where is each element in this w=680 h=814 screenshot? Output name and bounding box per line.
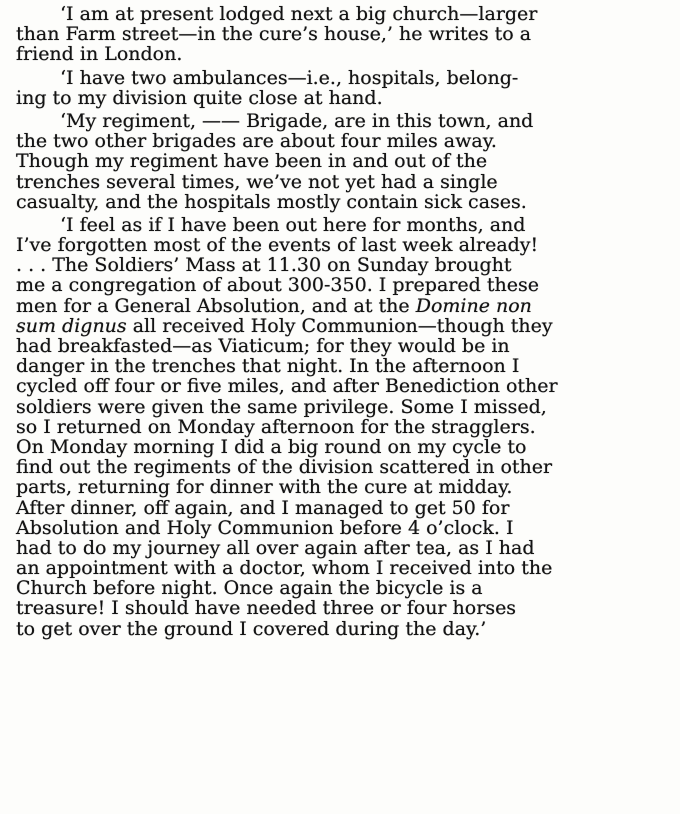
text-line: than Farm street—in the cure’s house,’ he writes to a	[16, 23, 532, 46]
text-line: Church before night. Once again the bicycle is a	[16, 577, 483, 600]
letter-text	[16, 4, 676, 639]
text-line: ‘My regiment, —— Brigade, are in this town, and	[60, 109, 534, 132]
text-line: ‘I am at present lodged next a big church—larger	[60, 3, 538, 25]
text-line: me a congregation of about 300-350. I prepared these	[16, 274, 539, 297]
text-line: friend in London.	[16, 43, 183, 66]
text-line: find out the regiments of the division scattered in other	[16, 456, 553, 479]
text-line: parts, returning for dinner with the cure at midday.	[16, 476, 513, 499]
text-line: sum dignus all received Holy Communion—though they	[16, 314, 553, 337]
text-line: treasure! I should have needed three or four horses	[16, 597, 517, 620]
text-line: danger in the trenches that night. In the afternoon I	[16, 355, 520, 378]
text-line: Though my regiment have been in and out of the	[16, 150, 488, 173]
text-line: ‘I feel as if I have been out here for months, and	[60, 213, 526, 236]
text-line: casualty, and the hospitals mostly contain sick cases.	[16, 190, 527, 213]
text-line: trenches several times, we’ve not yet had a single	[16, 170, 498, 193]
text-line: the two other brigades are about four miles away.	[16, 130, 497, 153]
text-line: had to do my journey all over again after tea, as I had	[16, 536, 535, 559]
text-line: to get over the ground I covered during the day.’	[16, 617, 487, 640]
text-line: On Monday morning I did a big round on my cycle to	[16, 435, 527, 458]
text-line: After dinner, off again, and I managed to get 50 for	[16, 496, 510, 519]
text-line: I’ve forgotten most of the events of last week already!	[16, 234, 539, 257]
latin-phrase: Domine non	[415, 294, 532, 317]
text-line: cycled off four or five miles, and after Benediction other	[16, 375, 558, 398]
text-line: so I returned on Monday afternoon for the stragglers.	[16, 415, 536, 438]
text-line: ing to my division quite close at hand.	[16, 86, 383, 109]
text-line: had breakfasted—as Viaticum; for they would be in	[16, 335, 510, 357]
text-line: Absolution and Holy Communion before 4 o’clock. I	[16, 516, 514, 539]
text-line: men for a General Absolution, and at the Domine non	[16, 294, 532, 317]
text-line: . . . The Soldiers’ Mass at 11.30 on Sunday brought	[16, 254, 512, 277]
text-line: an appointment with a doctor, whom I received into the	[16, 557, 553, 580]
text-line: ‘I have two ambulances—i.e., hospitals, belong-	[60, 66, 519, 89]
latin-phrase: sum dignus	[16, 314, 127, 337]
text-line: soldiers were given the same privilege. Some I missed,	[16, 395, 547, 418]
